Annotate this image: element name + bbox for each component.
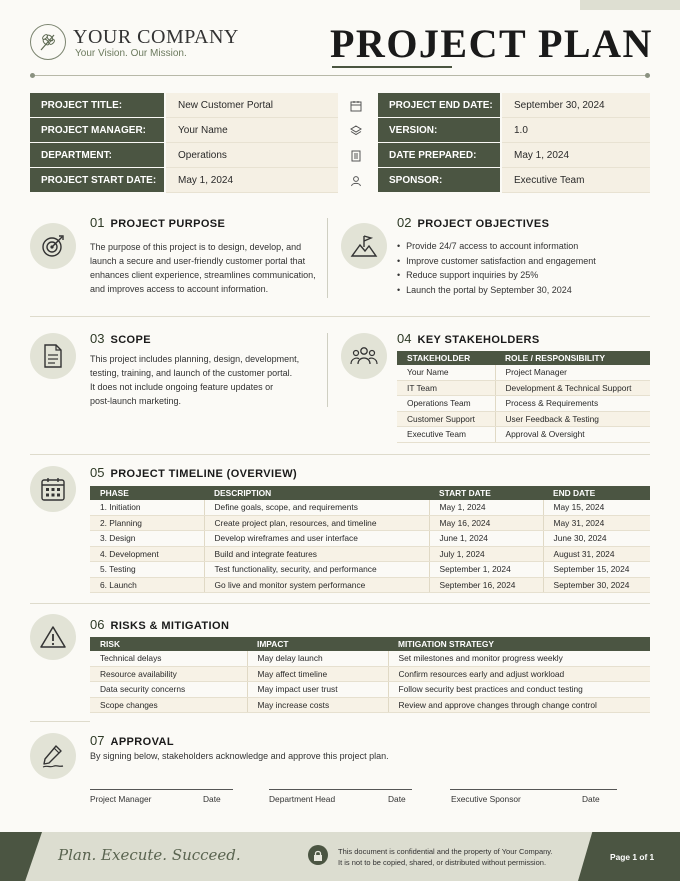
section-heading-timeline [90, 465, 297, 480]
document-icon [30, 333, 76, 379]
list-item: • Launch the portal by September 30, 2024 [397, 283, 647, 298]
table-cell: Build and integrate features [204, 546, 429, 562]
target-icon [30, 223, 76, 269]
column-header: END DATE [543, 486, 650, 500]
purpose-line: launch a secure and user-friendly customer portal that [90, 256, 306, 266]
sponsor-label: SPONSOR: [378, 168, 500, 193]
signature-label: Department Head [269, 794, 336, 804]
table-cell: May increase costs [247, 697, 388, 713]
section-divider [30, 316, 650, 317]
table-cell: 3. Design [90, 531, 204, 547]
scope-line: This project includes planning, design, development, [90, 354, 300, 364]
divider-dot [30, 73, 35, 78]
page-title: PROJECT PLAN [330, 21, 653, 66]
objectives-list [397, 239, 647, 297]
table-cell: Executive Team [397, 427, 495, 443]
user-icon [339, 168, 373, 193]
table-cell: Operations Team [397, 396, 495, 412]
scope-text [90, 352, 320, 408]
section-title: PROJECT TIMELINE (OVERVIEW) [110, 468, 298, 480]
section-divider [30, 603, 650, 604]
column-header: IMPACT [247, 637, 388, 651]
table-cell: Approval & Oversight [495, 427, 650, 443]
table-row [397, 427, 650, 443]
purpose-line: and improves access to account information. [90, 284, 269, 294]
lock-icon [308, 845, 328, 865]
table-header-row [397, 351, 650, 365]
warning-icon [30, 614, 76, 660]
table-header-row [90, 486, 650, 500]
project-manager-value: Your Name [166, 118, 338, 143]
divider-dot [645, 73, 650, 78]
column-divider [327, 333, 328, 407]
confidentiality-line: It is not to be copied, shared, or distributed without permission. [338, 858, 547, 867]
table-cell: IT Team [397, 380, 495, 396]
section-number: 04 [397, 331, 412, 346]
table-cell: Develop wireframes and user interface [204, 531, 429, 547]
signature-line[interactable] [269, 789, 412, 790]
section-heading-approval [90, 733, 174, 748]
table-row [90, 666, 650, 682]
table-row [90, 651, 650, 666]
table-cell: 1. Initiation [90, 500, 204, 515]
column-header: DESCRIPTION [204, 486, 429, 500]
timeline-table [90, 486, 650, 593]
section-heading-stakeholders [397, 331, 540, 346]
end-date-label: PROJECT END DATE: [378, 93, 500, 118]
document-icon [339, 143, 373, 168]
section-title: KEY STAKEHOLDERS [417, 334, 540, 346]
table-row [397, 396, 650, 412]
table-cell: September 30, 2024 [543, 577, 650, 593]
project-manager-label: PROJECT MANAGER: [30, 118, 164, 143]
column-header: ROLE / RESPONSIBILITY [495, 351, 650, 365]
table-cell: May 1, 2024 [429, 500, 543, 515]
table-row [397, 411, 650, 427]
date-prepared-label: DATE PREPARED: [378, 143, 500, 168]
confidentiality-notice [338, 846, 553, 868]
column-header: MITIGATION STRATEGY [388, 637, 650, 651]
table-row [90, 531, 650, 547]
table-cell: Confirm resources early and adjust workload [388, 666, 650, 682]
leaf-icon [37, 31, 59, 53]
table-cell: 2. Planning [90, 515, 204, 531]
section-title: PROJECT OBJECTIVES [417, 218, 550, 230]
purpose-line: enhances client experience, streamlines communication, [90, 270, 316, 280]
table-cell: May affect timeline [247, 666, 388, 682]
section-number: 05 [90, 465, 105, 480]
date-label: Date [388, 794, 406, 804]
table-cell: May 31, 2024 [543, 515, 650, 531]
table-cell: July 1, 2024 [429, 546, 543, 562]
pen-signature-icon [30, 733, 76, 779]
project-title-value: New Customer Portal [166, 93, 338, 118]
table-cell: Scope changes [90, 697, 247, 713]
table-cell: Customer Support [397, 411, 495, 427]
calendar-icon [339, 93, 373, 118]
section-divider [30, 721, 90, 722]
table-cell: 5. Testing [90, 562, 204, 578]
table-cell: Review and approve changes through change control [388, 697, 650, 713]
column-header: START DATE [429, 486, 543, 500]
end-date-value: September 30, 2024 [502, 93, 650, 118]
company-logo [30, 24, 66, 60]
purpose-text [90, 240, 320, 296]
section-number: 01 [90, 215, 105, 230]
table-cell: Data security concerns [90, 682, 247, 698]
start-date-value: May 1, 2024 [166, 168, 338, 193]
table-row [90, 562, 650, 578]
table-cell: May 16, 2024 [429, 515, 543, 531]
table-cell: June 1, 2024 [429, 531, 543, 547]
table-cell: Development & Technical Support [495, 380, 650, 396]
section-heading-objectives [397, 215, 549, 230]
table-cell: September 15, 2024 [543, 562, 650, 578]
section-divider [30, 454, 650, 455]
scope-line: testing, training, and launch of the customer portal. [90, 368, 293, 378]
table-cell: September 1, 2024 [429, 562, 543, 578]
section-number: 02 [397, 215, 412, 230]
table-row [90, 500, 650, 515]
table-cell: September 16, 2024 [429, 577, 543, 593]
date-prepared-value: May 1, 2024 [502, 143, 650, 168]
table-cell: Process & Requirements [495, 396, 650, 412]
table-row [397, 365, 650, 380]
section-number: 06 [90, 617, 105, 632]
risks-table [90, 637, 650, 713]
section-heading-scope [90, 331, 151, 346]
section-title: PROJECT PURPOSE [110, 218, 226, 230]
list-item: • Reduce support inquiries by 25% [397, 268, 647, 283]
page-number: Page 1 of 1 [610, 852, 655, 862]
calendar-icon [30, 466, 76, 512]
table-cell: Project Manager [495, 365, 650, 380]
start-date-label: PROJECT START DATE: [30, 168, 164, 193]
table-cell: Go live and monitor system performance [204, 577, 429, 593]
table-cell: 4. Development [90, 546, 204, 562]
confidentiality-line: This document is confidential and the property of Your Company. [338, 847, 553, 856]
table-cell: May delay launch [247, 651, 388, 666]
section-title: RISKS & MITIGATION [110, 620, 230, 632]
signature-label: Project Manager [90, 794, 152, 804]
column-divider [327, 218, 328, 298]
team-icon [341, 333, 387, 379]
list-item: • Provide 24/7 access to account information [397, 239, 647, 254]
signature-label: Executive Sponsor [451, 794, 521, 804]
column-header: PHASE [90, 486, 204, 500]
department-label: DEPARTMENT: [30, 143, 164, 168]
scope-line: It does not include ongoing feature updates or [90, 382, 274, 392]
table-cell: May impact user trust [247, 682, 388, 698]
section-title: APPROVAL [110, 736, 174, 748]
section-heading-purpose [90, 215, 225, 230]
scope-line: post-launch marketing. [90, 396, 182, 406]
title-underline [332, 66, 452, 68]
sponsor-value: Executive Team [502, 168, 650, 193]
project-title-label: PROJECT TITLE: [30, 93, 164, 118]
section-heading-risks [90, 617, 229, 632]
version-value: 1.0 [502, 118, 650, 143]
table-row [90, 682, 650, 698]
signature-line[interactable] [450, 789, 617, 790]
signature-line[interactable] [90, 789, 233, 790]
date-label: Date [582, 794, 600, 804]
table-cell: May 15, 2024 [543, 500, 650, 515]
section-title: SCOPE [110, 334, 151, 346]
list-item: • Improve customer satisfaction and engagement [397, 254, 647, 269]
table-cell: Create project plan, resources, and timeline [204, 515, 429, 531]
date-label: Date [203, 794, 221, 804]
table-header-row [90, 637, 650, 651]
layers-icon [339, 118, 373, 143]
version-label: VERSION: [378, 118, 500, 143]
table-cell: Resource availability [90, 666, 247, 682]
table-row [90, 546, 650, 562]
header-divider [30, 75, 650, 76]
flag-mountain-icon [341, 223, 387, 269]
table-row [397, 380, 650, 396]
table-cell: Set milestones and monitor progress weekly [388, 651, 650, 666]
table-cell: User Feedback & Testing [495, 411, 650, 427]
table-cell: Technical delays [90, 651, 247, 666]
section-number: 03 [90, 331, 105, 346]
stakeholders-table [397, 351, 650, 443]
table-cell: 6. Launch [90, 577, 204, 593]
top-accent-bar [580, 0, 680, 10]
purpose-line: The purpose of this project is to design, develop, and [90, 242, 302, 252]
department-value: Operations [166, 143, 338, 168]
table-cell: Test functionality, security, and performance [204, 562, 429, 578]
company-tagline: Your Vision. Our Mission. [75, 48, 187, 59]
column-header: STAKEHOLDER [397, 351, 495, 365]
footer-slogan: Plan. Execute. Succeed. [58, 846, 241, 864]
table-cell: Your Name [397, 365, 495, 380]
table-cell: Follow security best practices and conduct testing [388, 682, 650, 698]
column-header: RISK [90, 637, 247, 651]
table-cell: August 31, 2024 [543, 546, 650, 562]
section-number: 07 [90, 733, 105, 748]
table-cell: June 30, 2024 [543, 531, 650, 547]
company-name: YOUR COMPANY [73, 26, 239, 48]
table-row [90, 697, 650, 713]
table-row [90, 577, 650, 593]
table-row [90, 515, 650, 531]
table-cell: Define goals, scope, and requirements [204, 500, 429, 515]
approval-text: By signing below, stakeholders acknowledge and approve this project plan. [90, 751, 389, 761]
